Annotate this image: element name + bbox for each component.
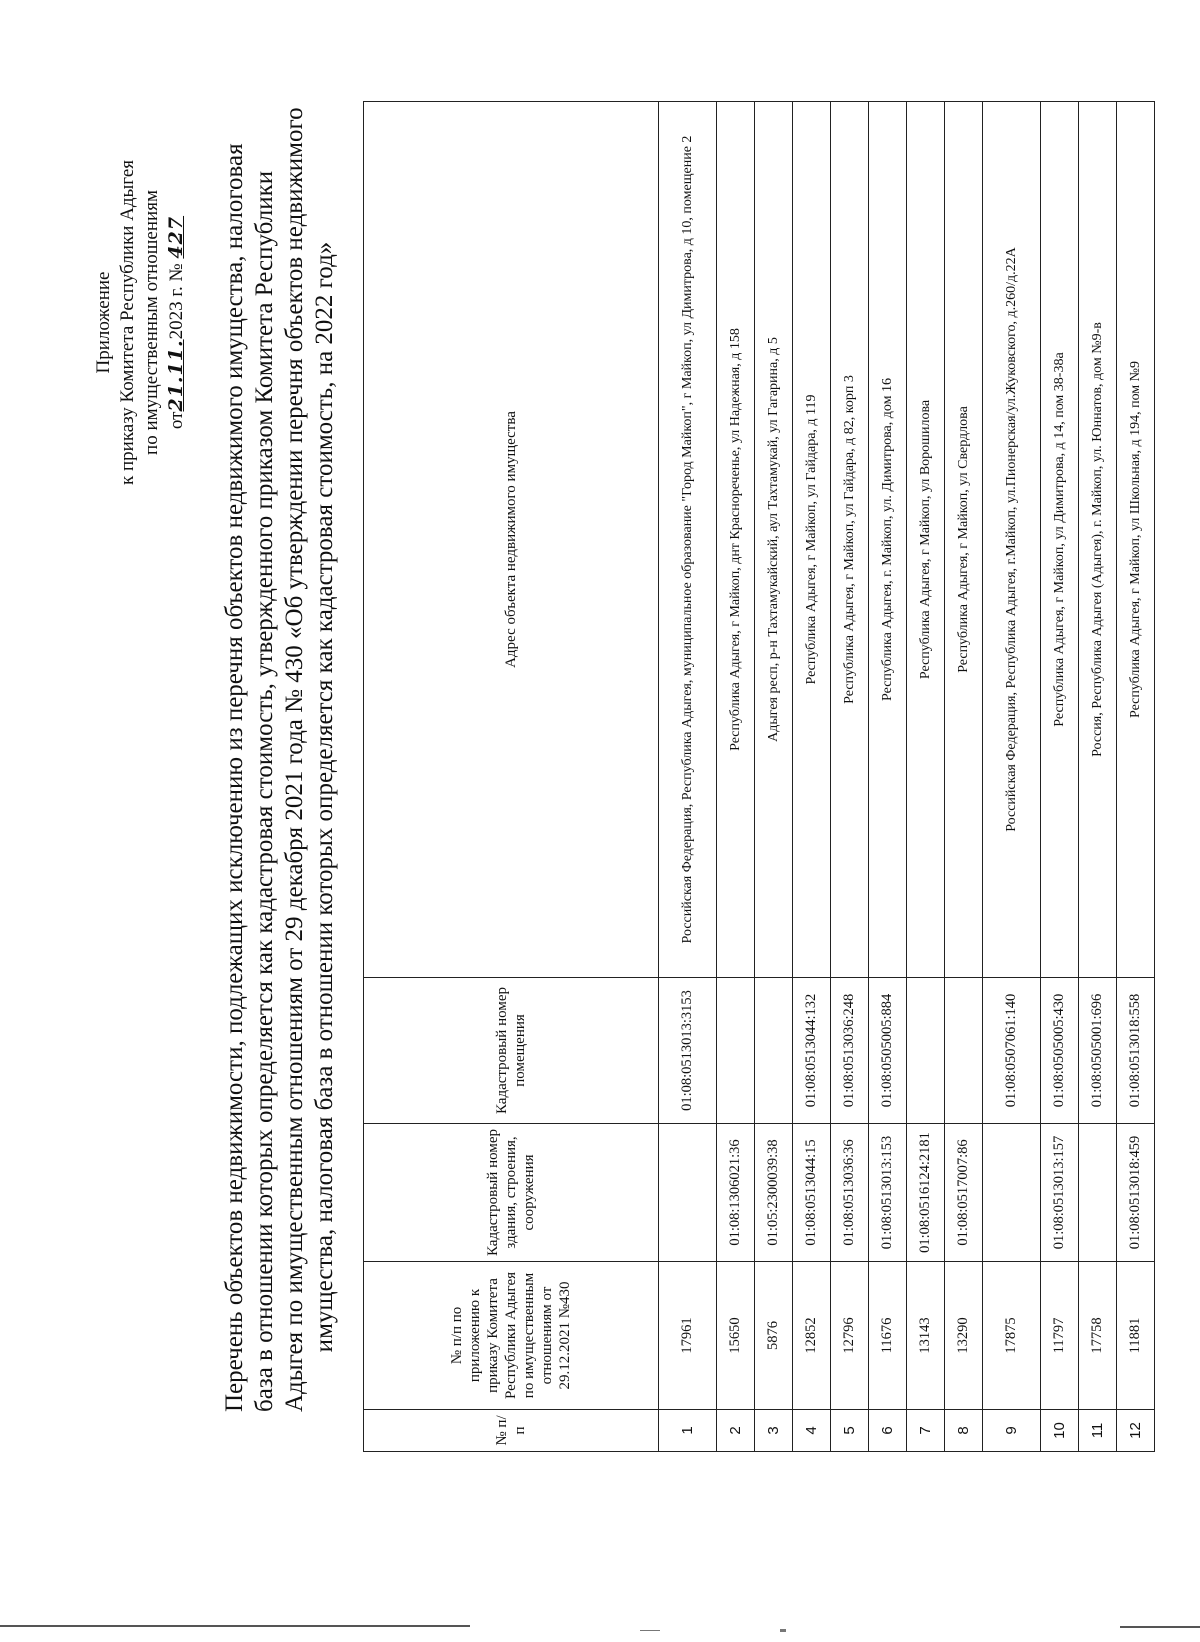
header-room-cadastral: Кадастровый номер помещения	[364, 978, 659, 1124]
cell-room-cadastral	[945, 978, 983, 1124]
table-row	[1117, 102, 1155, 1452]
cell-room-cadastral: 01:08:0505005:884	[869, 978, 907, 1124]
title-line-4: имущества, налоговая база в отношении которых определяется как кадастровая стоимость, на 2022 год»	[311, 241, 338, 1353]
cell-num: 1	[659, 1410, 717, 1452]
cell-appendix-num: 11676	[869, 1262, 907, 1410]
cell-room-cadastral: 01:08:0513036:248	[831, 978, 869, 1124]
handwritten-date: 21.11.	[165, 339, 187, 412]
cell-appendix-num: 12852	[793, 1262, 831, 1410]
cell-num: 9	[983, 1410, 1041, 1452]
cell-building-cadastral: 01:08:0513018:459	[1117, 1124, 1155, 1262]
cell-appendix-num: 5876	[755, 1262, 793, 1410]
appendix-line-2: по имущественным отношениям	[141, 190, 162, 455]
cell-appendix-num: 12796	[831, 1262, 869, 1410]
cell-num: 4	[793, 1410, 831, 1452]
cell-building-cadastral: 01:08:0513044:15	[793, 1124, 831, 1262]
scan-edge-line	[1120, 1626, 1200, 1628]
cell-num: 2	[717, 1410, 755, 1452]
cell-appendix-num: 17758	[1079, 1262, 1117, 1410]
cell-building-cadastral	[1079, 1124, 1117, 1262]
title-line-1: Перечень объектов недвижимости, подлежащих исключению из перечня объектов недвижимого имущества, налоговая	[221, 143, 248, 1412]
table-row	[659, 102, 717, 1452]
cell-address: Республика Адыгея, г Майкоп, ул Ворошилова	[907, 102, 945, 978]
header-num: № п/п	[364, 1410, 659, 1452]
cell-building-cadastral: 01:08:0513036:36	[831, 1124, 869, 1262]
title-line-3: Адыгея по имущественным отношениям от 29 декабря 2021 года № 430 «Об утверждении перечня объектов недвижимого	[281, 107, 308, 1412]
scan-edge-line	[0, 1625, 470, 1627]
appendix-line-1: к приказу Комитета Республики Адыгея	[117, 160, 138, 485]
header-appendix-num: № п/п по приложению к приказу Комитета Республики Адыгея по имущественным отношениям от 29.12.2021 №430	[364, 1262, 659, 1410]
table-row	[869, 102, 907, 1452]
cell-room-cadastral: 01:08:0505001:696	[1079, 978, 1117, 1124]
cell-room-cadastral	[717, 978, 755, 1124]
cell-num: 11	[1079, 1410, 1117, 1452]
cell-num: 12	[1117, 1410, 1155, 1452]
cell-num: 6	[869, 1410, 907, 1452]
title-line-2: база в отношении которых определяется как кадастровая стоимость, утвержденного приказом Комитета Республики	[251, 170, 278, 1412]
cell-appendix-num: 11797	[1041, 1262, 1079, 1410]
cell-address: Россия, Республика Адыгея (Адыгея), г. Майкоп, ул. Юннатов, дом №9-в	[1079, 102, 1117, 978]
table-header-row	[364, 102, 659, 1452]
cell-room-cadastral: 01:08:0513044:132	[793, 978, 831, 1124]
table-row	[1041, 102, 1079, 1452]
cell-address: Республика Адыгея, г Майкоп, ул Свердлова	[945, 102, 983, 978]
property-table	[363, 101, 1155, 1452]
date-suffix: 2023 г. №	[166, 263, 187, 340]
cell-address: Республика Адыгея, г Майкоп, ул Гайдара, д 119	[793, 102, 831, 978]
appendix-title: Приложение	[93, 271, 114, 374]
cell-room-cadastral: 01:08:0507061:140	[983, 978, 1041, 1124]
table-row	[717, 102, 755, 1452]
table-row	[907, 102, 945, 1452]
cell-appendix-num: 17961	[659, 1262, 717, 1410]
cell-num: 8	[945, 1410, 983, 1452]
cell-building-cadastral: 01:08:0513013:153	[869, 1124, 907, 1262]
table-row	[945, 102, 983, 1452]
scan-speck	[640, 1630, 660, 1631]
cell-building-cadastral	[983, 1124, 1041, 1262]
document-title	[220, 107, 340, 1412]
table-row	[831, 102, 869, 1452]
cell-num: 7	[907, 1410, 945, 1452]
handwritten-order-number: 427	[165, 215, 187, 259]
cell-address: Республика Адыгея, г. Майкоп, ул. Димитрова, дом 16	[869, 102, 907, 978]
date-prefix: от	[166, 411, 187, 430]
header-building-cadastral: Кадастровый номер здания, строения, сооружения	[364, 1124, 659, 1262]
cell-building-cadastral	[659, 1124, 717, 1262]
cell-address: Республика Адыгея, г Майкоп, ул Школьная, д 194, пом №9	[1117, 102, 1155, 978]
cell-building-cadastral: 01:08:1306021:36	[717, 1124, 755, 1262]
table-row	[793, 102, 831, 1452]
cell-room-cadastral	[755, 978, 793, 1124]
cell-appendix-num: 13143	[907, 1262, 945, 1410]
scan-speck	[780, 1629, 786, 1632]
cell-appendix-num: 15650	[717, 1262, 755, 1410]
header-address: Адрес объекта недвижимого имущества	[364, 102, 659, 978]
cell-num: 10	[1041, 1410, 1079, 1452]
cell-building-cadastral: 01:05:2300039:38	[755, 1124, 793, 1262]
table-row	[755, 102, 793, 1452]
appendix-block	[92, 160, 189, 485]
cell-num: 3	[755, 1410, 793, 1452]
cell-room-cadastral: 01:08:0505005:430	[1041, 978, 1079, 1124]
cell-address: Российская Федерация, Республика Адыгея, муниципальное образование "Город Майкоп", г Майкоп, ул Димитрова, д 10, помещение 2	[659, 102, 717, 978]
cell-address: Республика Адыгея, г Майкоп, ул Гайдара, д 82, корп 3	[831, 102, 869, 978]
cell-building-cadastral: 01:08:0516124:2181	[907, 1124, 945, 1262]
cell-appendix-num: 17875	[983, 1262, 1041, 1410]
cell-address: Российская Федерация, Республика Адыгея, г.Майкоп, ул.Пионерская/ул.Жуковского, д.260/д.22А	[983, 102, 1041, 978]
cell-building-cadastral: 01:08:0517007:86	[945, 1124, 983, 1262]
cell-address: Республика Адыгея, г Майкоп, ул Димитрова, д 14, пом 38-38а	[1041, 102, 1079, 978]
cell-room-cadastral	[907, 978, 945, 1124]
order-date-line	[164, 160, 189, 485]
cell-room-cadastral: 01:08:0513018:558	[1117, 978, 1155, 1124]
table-row	[983, 102, 1041, 1452]
table-row	[1079, 102, 1117, 1452]
cell-num: 5	[831, 1410, 869, 1452]
cell-room-cadastral: 01:08:0513013:3153	[659, 978, 717, 1124]
cell-building-cadastral: 01:08:0513013:157	[1041, 1124, 1079, 1262]
cell-address: Республика Адыгея, г Майкоп, днт Краснореченье, ул Надежная, д 158	[717, 102, 755, 978]
cell-address: Адыгея респ, р-н Тахтамукайский, аул Тахтамукай, ул Гагарина, д 5	[755, 102, 793, 978]
cell-appendix-num: 11881	[1117, 1262, 1155, 1410]
cell-appendix-num: 13290	[945, 1262, 983, 1410]
